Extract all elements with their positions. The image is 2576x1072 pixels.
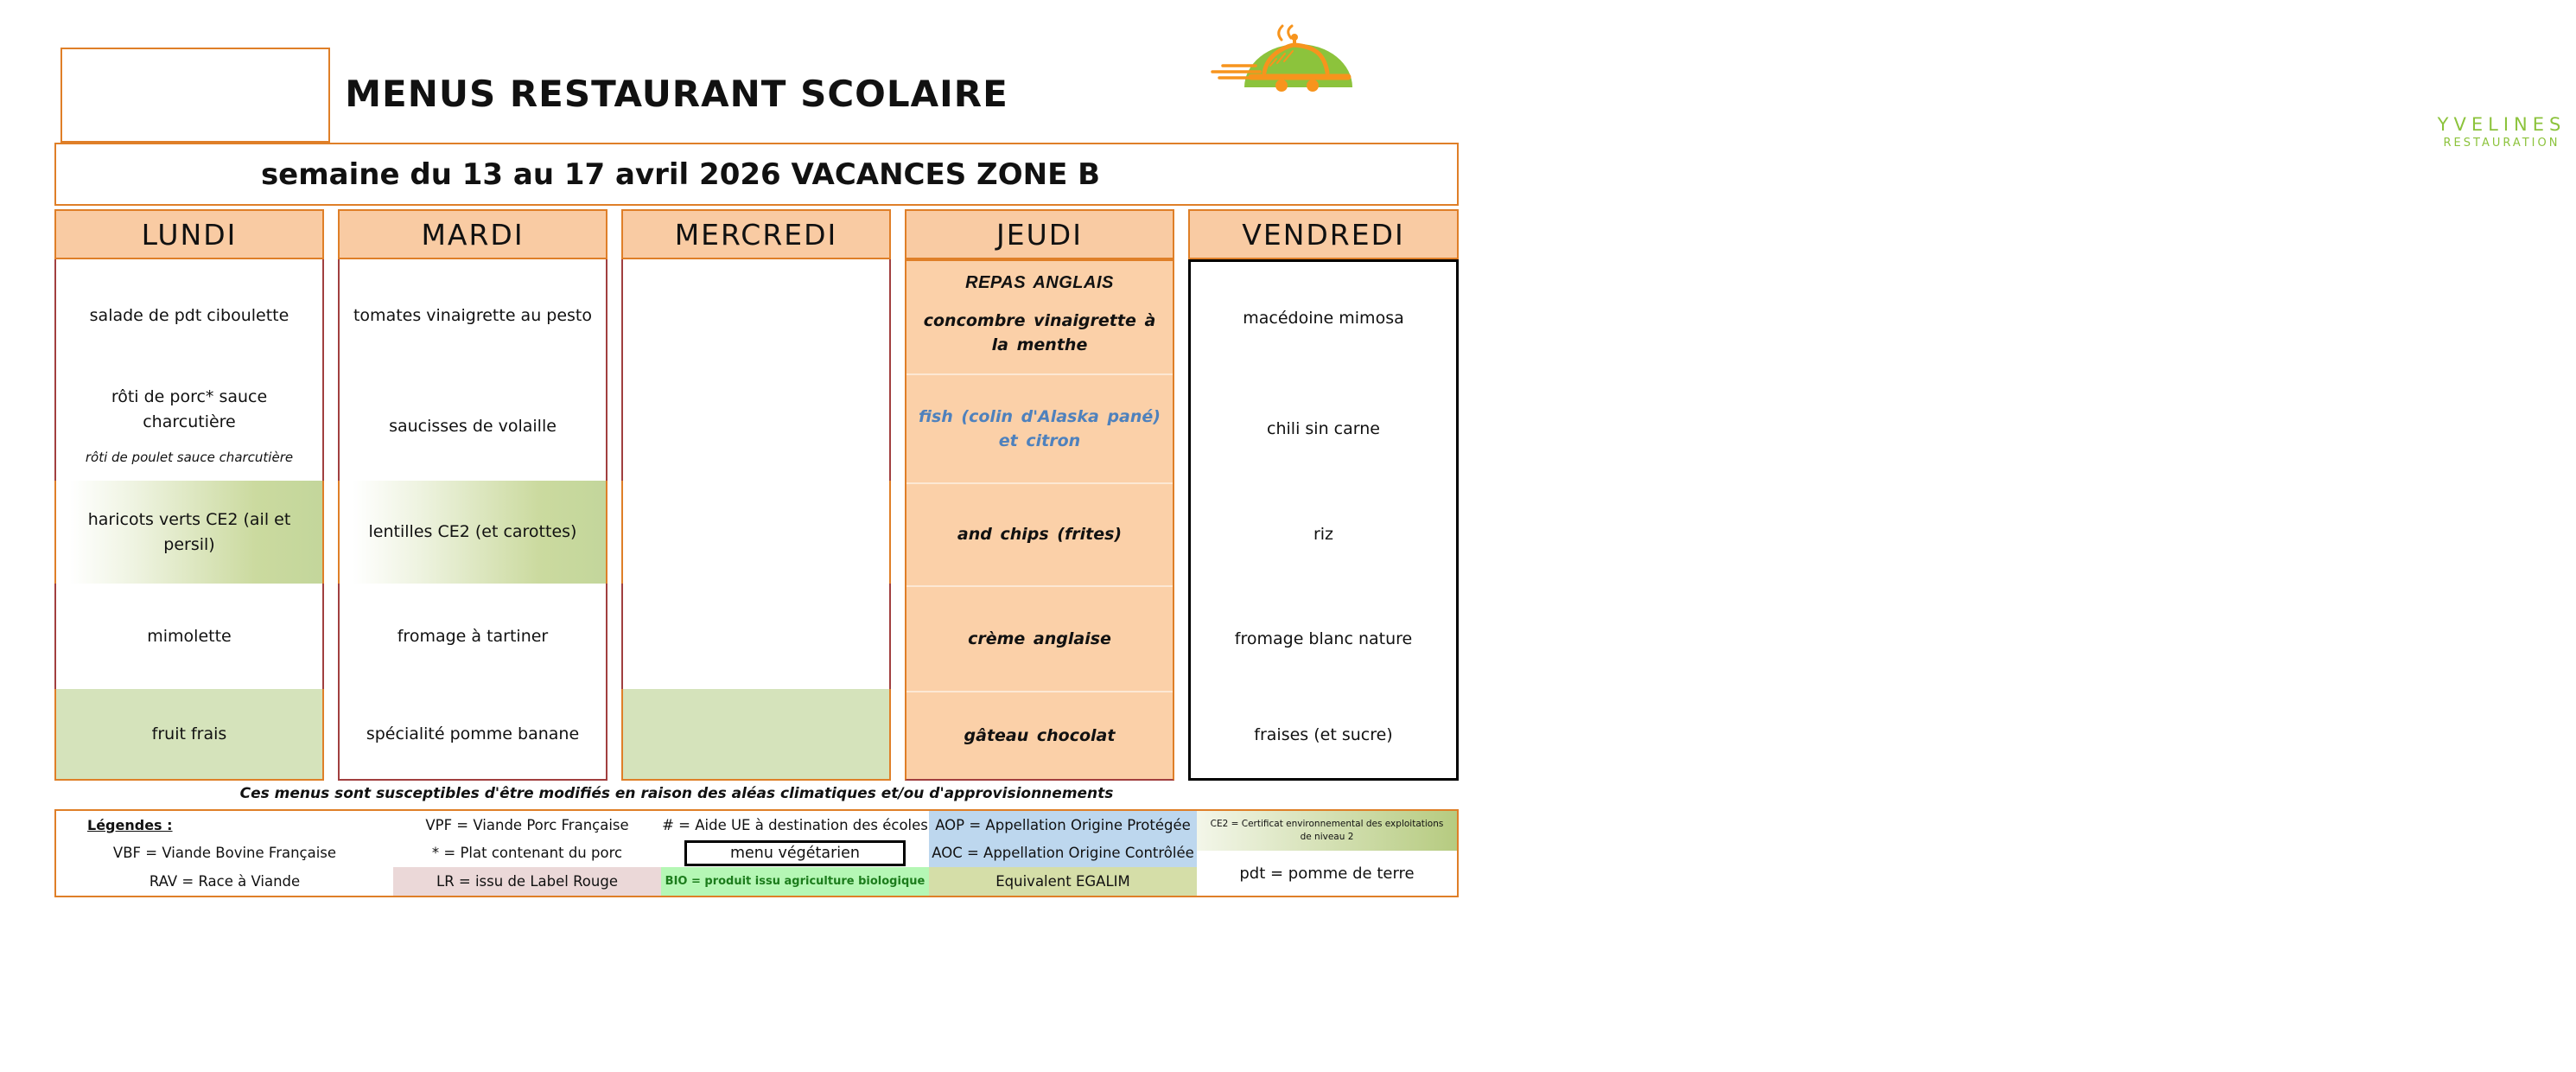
week-banner-text: semaine du 13 au 17 avril 2026 VACANCES ZONE B bbox=[260, 156, 1101, 192]
theme-label: REPAS ANGLAIS bbox=[965, 273, 1114, 292]
menu-cell-plat bbox=[621, 372, 891, 481]
menu-cell-plat bbox=[54, 372, 324, 481]
menu-cell-fromage: fromage blanc nature bbox=[1234, 629, 1413, 648]
legend-column-ce2 bbox=[1197, 811, 1457, 896]
menu-cell-dessert bbox=[621, 689, 891, 781]
legend-item-label-rouge: LR = issu de Label Rouge bbox=[393, 867, 661, 896]
legend-item-aoc: AOC = Appellation Origine Contrôlée bbox=[929, 839, 1197, 868]
day-body-jeudi bbox=[905, 259, 1174, 781]
legend-item-egalim: Equivalent EGALIM bbox=[929, 867, 1197, 896]
menu-cell-entree bbox=[621, 259, 891, 372]
menu-cell-fromage: mimolette bbox=[54, 584, 324, 689]
menu-cell-entree: macédoine mimosa bbox=[1243, 308, 1404, 328]
menu-item: rôti de porc* sauce charcutière bbox=[111, 387, 268, 431]
menu-cell-dessert: fraises (et sucre) bbox=[1254, 724, 1393, 744]
day-column-jeudi bbox=[905, 209, 1174, 781]
menu-cell-entree: tomates vinaigrette au pesto bbox=[338, 259, 607, 372]
legend-item-vpf: VPF = Viande Porc Française bbox=[425, 816, 629, 833]
day-header-mercredi: MERCREDI bbox=[621, 209, 891, 259]
menu-item: concombre vinaigrette à la menthe bbox=[923, 310, 1156, 354]
menu-cell-fromage: fromage à tartiner bbox=[338, 584, 607, 689]
legend-item-bio: BIO = produit issu agriculture biologique bbox=[661, 867, 929, 896]
day-column-mardi bbox=[338, 209, 607, 781]
menu-cell-accompagnement bbox=[621, 481, 891, 584]
legend-item-vegetarien bbox=[661, 839, 929, 868]
legend-title: Légendes : bbox=[87, 816, 173, 833]
menu-cell-dessert: gâteau chocolat bbox=[906, 691, 1173, 779]
menu-cell-accompagnement: haricots verts CE2 (ail et persil) bbox=[54, 481, 324, 584]
day-body-vendredi bbox=[1188, 259, 1459, 781]
day-column-vendredi bbox=[1188, 209, 1459, 781]
menu-cell-dessert: fruit frais bbox=[54, 689, 324, 781]
day-body-mercredi bbox=[621, 259, 891, 781]
legend-item-pdt: pdt = pomme de terre bbox=[1239, 864, 1415, 883]
day-column-lundi bbox=[54, 209, 324, 781]
cloche-logo-icon bbox=[1205, 22, 1378, 138]
menu-cell-fromage bbox=[621, 584, 891, 689]
menu-cell-accompagnement: lentilles CE2 (et carottes) bbox=[338, 481, 607, 584]
logo-subtitle: RESTAURATION bbox=[2443, 137, 2560, 150]
menu-item-alternative: rôti de poulet sauce charcutière bbox=[85, 450, 294, 466]
page-title: MENUS RESTAURANT SCOLAIRE bbox=[345, 73, 1008, 115]
logo-name: YVELINES bbox=[2437, 114, 2566, 135]
day-column-mercredi bbox=[621, 209, 891, 781]
day-header-vendredi: VENDREDI bbox=[1188, 209, 1459, 259]
day-body-lundi bbox=[54, 259, 324, 781]
legend-item-aide-ue: # = Aide UE à destination des écoles bbox=[662, 816, 928, 833]
menu-cell-entree bbox=[906, 261, 1173, 373]
legend-item-porc: * = Plat contenant du porc bbox=[431, 845, 623, 862]
yvelines-restauration-logo bbox=[1205, 22, 2566, 150]
day-body-mardi bbox=[338, 259, 607, 781]
menu-cell-plat: saucisses de volaille bbox=[338, 372, 607, 481]
menu-cell-plat: fish (colin d'Alaska pané) et citron bbox=[906, 373, 1173, 482]
menu-cell-accompagnement: and chips (frites) bbox=[906, 482, 1173, 585]
day-header-lundi: LUNDI bbox=[54, 209, 324, 259]
day-header-jeudi: JEUDI bbox=[905, 209, 1174, 259]
week-banner bbox=[54, 143, 1459, 206]
legend-item-aop: AOP = Appellation Origine Protégée bbox=[929, 811, 1197, 839]
menu-cell-plat: chili sin carne bbox=[1267, 418, 1380, 438]
legend-box bbox=[54, 809, 1459, 897]
menu-cell-dessert: spécialité pomme banane bbox=[338, 689, 607, 781]
menu-cell-entree: salade de pdt ciboulette bbox=[54, 259, 324, 372]
day-header-mardi: MARDI bbox=[338, 209, 607, 259]
legend-item-vbf: VBF = Viande Bovine Française bbox=[112, 845, 337, 862]
menu-cell-fromage: crème anglaise bbox=[906, 585, 1173, 691]
vegetarian-menu-badge: menu végétarien bbox=[684, 840, 906, 866]
legend-item-rav: RAV = Race à Viande bbox=[149, 873, 301, 890]
legend-item-ce2: CE2 = Certificat environnemental des exploitations de niveau 2 bbox=[1197, 811, 1457, 851]
menu-cell-accompagnement: riz bbox=[1313, 525, 1334, 545]
disclaimer-note: Ces menus sont susceptibles d'être modifiés en raison des aléas climatiques et/ou d'approvisionnements bbox=[239, 785, 1114, 802]
